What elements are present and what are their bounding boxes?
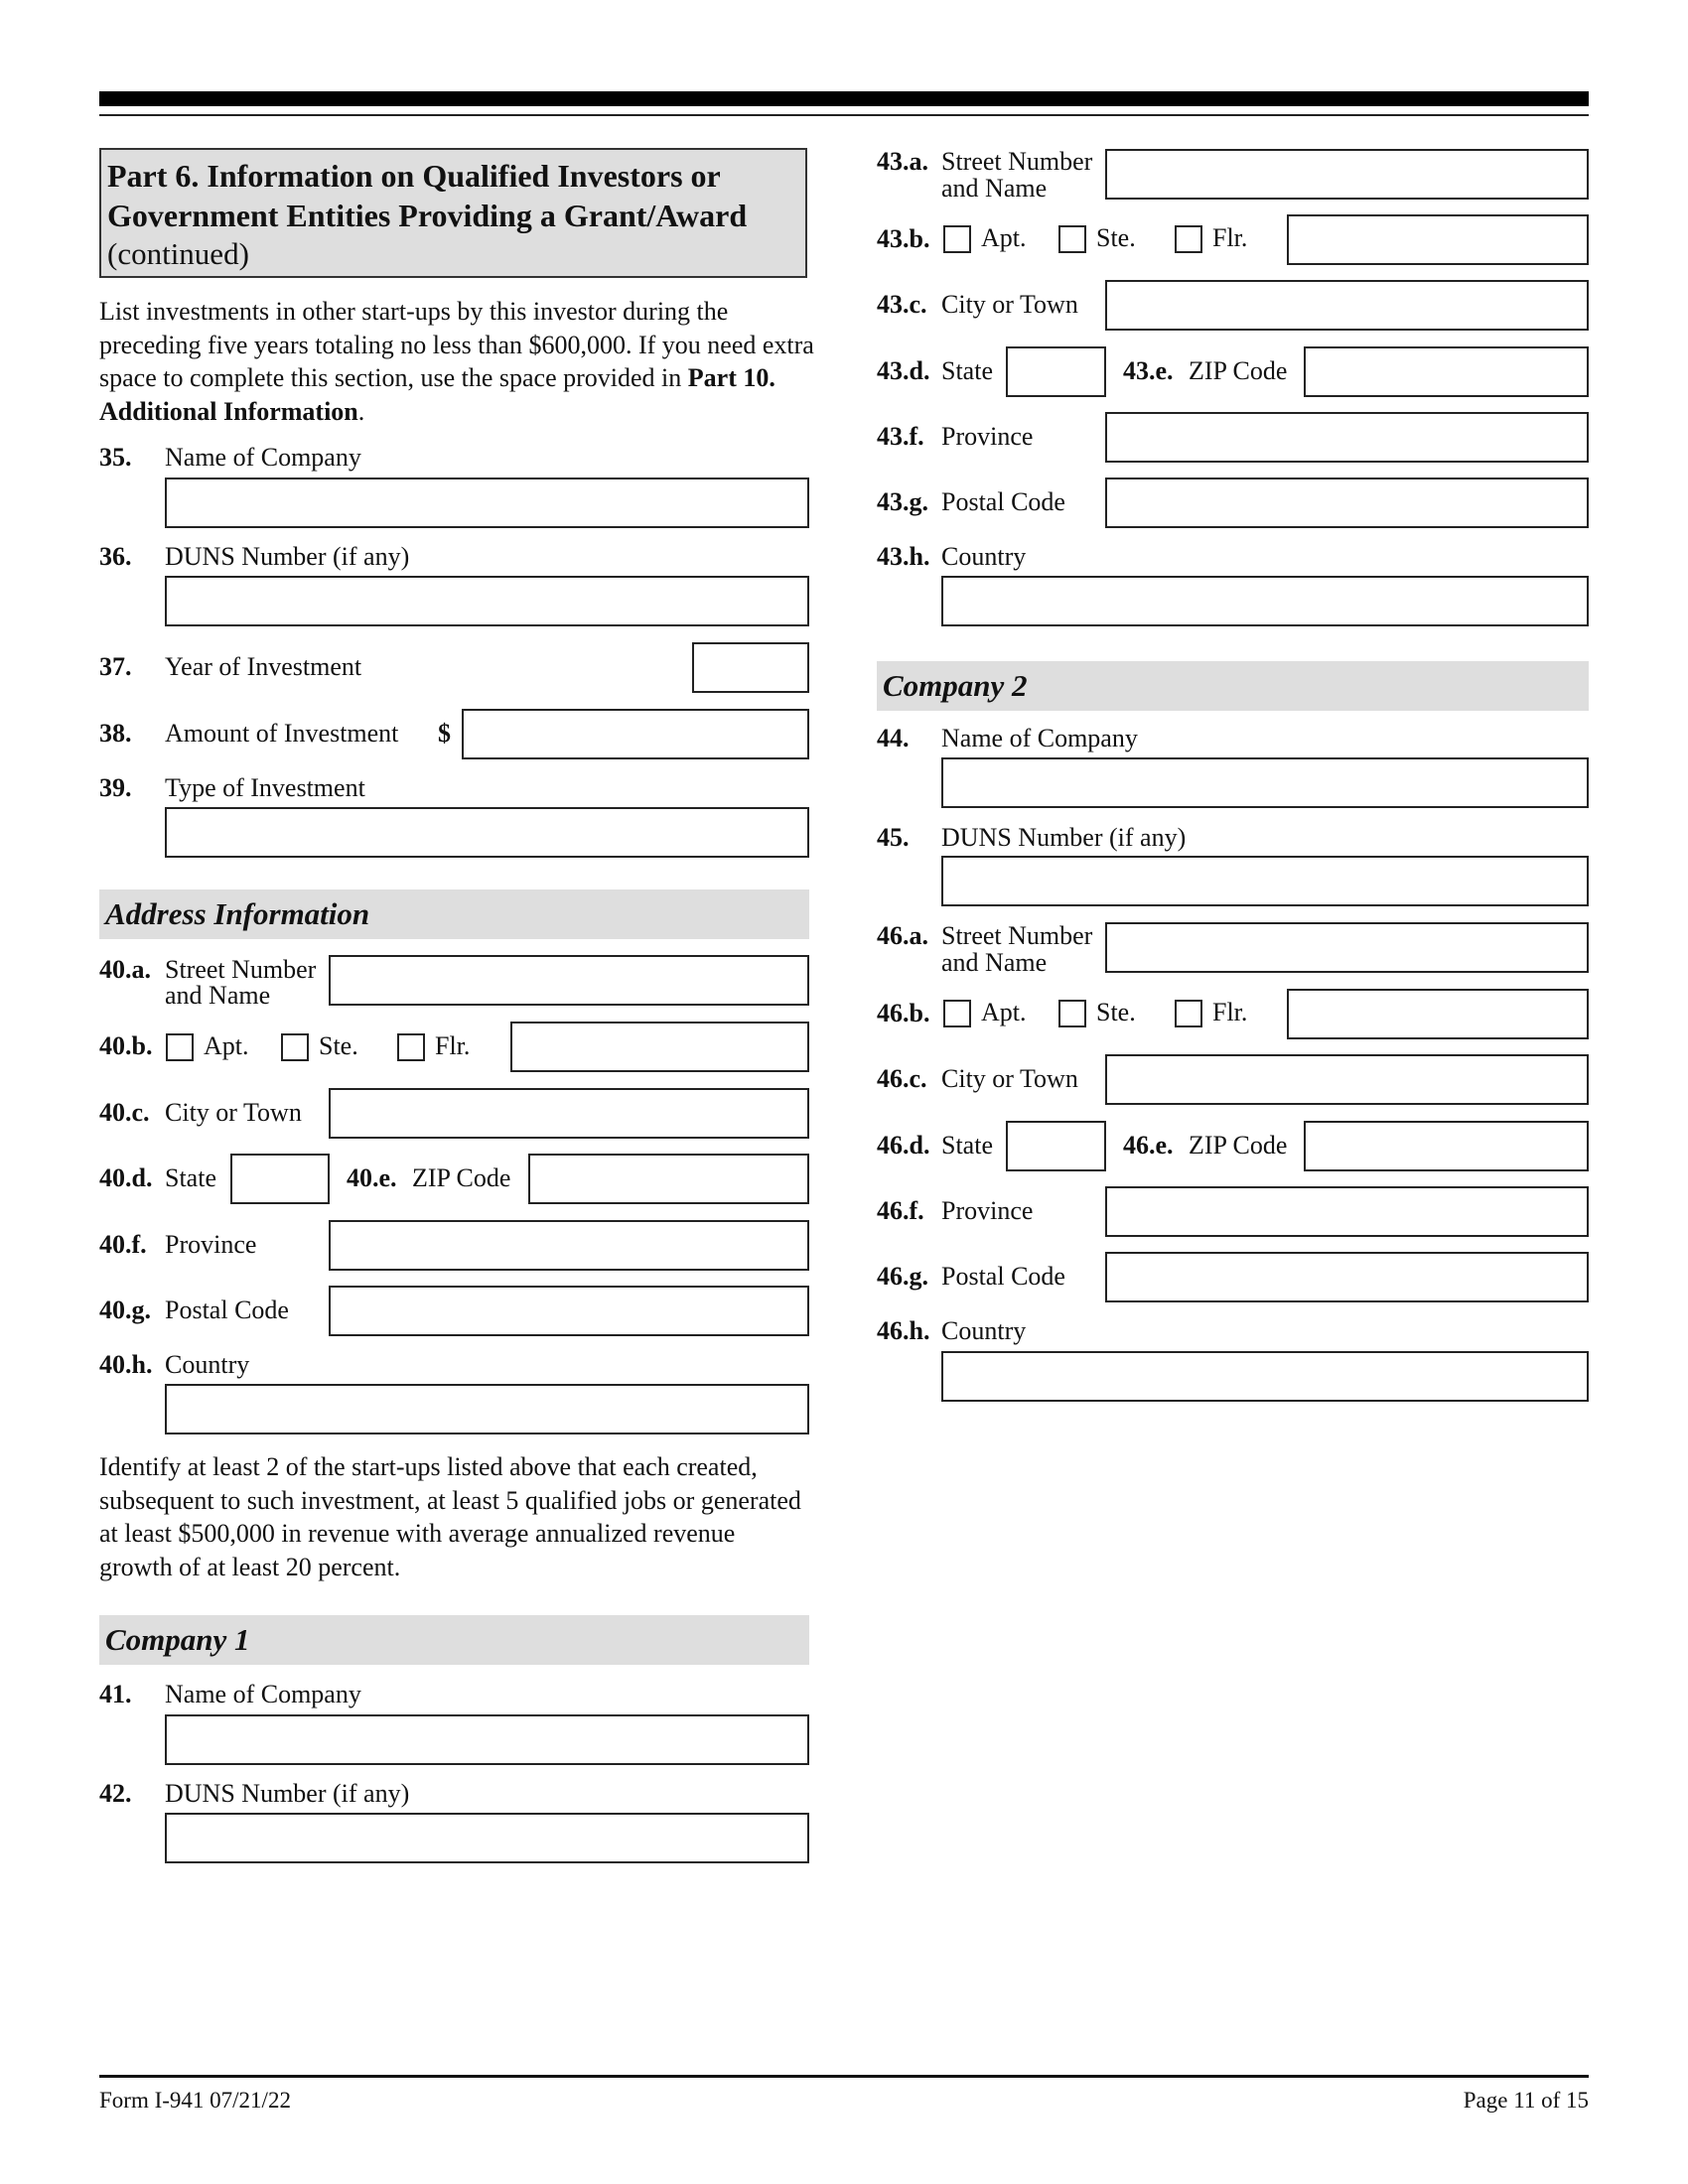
- street-number-input-46a[interactable]: [1105, 922, 1589, 973]
- ste-checkbox-43b[interactable]: [1058, 225, 1086, 253]
- field-46a-number: 46.a.: [877, 921, 928, 950]
- field-44-number: 44.: [877, 724, 910, 752]
- field-40b-number: 40.b.: [99, 1031, 153, 1060]
- part-title-line1: Part 6. Information on Qualified Investors or: [107, 158, 721, 194]
- intro-bold-ref: Part 10. Additional Information: [99, 363, 775, 426]
- flr-label-43b: Flr.: [1212, 223, 1248, 252]
- field-40g-number: 40.g.: [99, 1296, 151, 1324]
- intro-text: List investments in other start-ups by this investor during the preceding five years totaling no less than $600,000. If you need extra space to complete this section, use the space provided in: [99, 297, 814, 392]
- apt-label-40b: Apt.: [204, 1031, 249, 1060]
- field-40f-label: Province: [165, 1230, 257, 1259]
- field-43e-number: 43.e.: [1123, 356, 1174, 385]
- field-43h-number: 43.h.: [877, 542, 930, 571]
- field-46c-number: 46.c.: [877, 1064, 927, 1093]
- field-36-number: 36.: [99, 542, 132, 571]
- city-input-40c[interactable]: [329, 1088, 809, 1139]
- field-43d-label: State: [941, 356, 993, 385]
- apt-checkbox-40b[interactable]: [166, 1033, 194, 1061]
- duns-number-input-45[interactable]: [941, 856, 1589, 906]
- state-input-46d[interactable]: [1006, 1121, 1106, 1171]
- country-input-43h[interactable]: [941, 576, 1589, 626]
- field-41-label: Name of Company: [165, 1680, 361, 1708]
- field-40h-number: 40.h.: [99, 1350, 153, 1379]
- field-43a-label-line2: and Name: [941, 174, 1048, 203]
- identify-paragraph: Identify at least 2 of the start-ups listed above that each created, subsequent to such investment, at least 5 qualified jobs or generated at least $500,000 in revenue with average annualized revenue growth of at least 20 percent.: [99, 1452, 801, 1581]
- country-input-46h[interactable]: [941, 1351, 1589, 1402]
- field-38-label: Amount of Investment: [165, 719, 399, 748]
- field-40a-number: 40.a.: [99, 955, 151, 984]
- part-subtitle: (continued): [107, 236, 249, 271]
- address-information-header: [99, 889, 809, 939]
- form-identifier: Form I-941 07/21/22: [99, 2088, 291, 2113]
- field-40f-number: 40.f.: [99, 1230, 147, 1259]
- field-40a-label-line1: Street Number: [165, 955, 317, 984]
- city-input-43c[interactable]: [1105, 280, 1589, 331]
- postal-code-input-40g[interactable]: [329, 1286, 809, 1336]
- flr-label-46b: Flr.: [1212, 998, 1248, 1026]
- field-40c-label: City or Town: [165, 1098, 302, 1127]
- field-35-label: Name of Company: [165, 443, 361, 472]
- amount-of-investment-input[interactable]: [462, 709, 809, 759]
- field-46h-label: Country: [941, 1316, 1027, 1345]
- field-45-number: 45.: [877, 823, 910, 852]
- field-40d-label: State: [165, 1163, 216, 1192]
- company-2-title: Company 2: [883, 668, 1028, 703]
- field-37-number: 37.: [99, 652, 132, 681]
- field-40c-number: 40.c.: [99, 1098, 150, 1127]
- company-2-header: [877, 661, 1589, 711]
- type-of-investment-input[interactable]: [165, 807, 809, 858]
- field-42-number: 42.: [99, 1779, 132, 1808]
- province-input-46f[interactable]: [1105, 1186, 1589, 1237]
- field-39-label: Type of Investment: [165, 773, 365, 802]
- field-43c-number: 43.c.: [877, 290, 927, 319]
- footer-rule: [99, 2075, 1589, 2078]
- apt-checkbox-46b[interactable]: [943, 1000, 971, 1027]
- field-44-label: Name of Company: [941, 724, 1138, 752]
- country-input-40h[interactable]: [165, 1384, 809, 1434]
- field-43f-label: Province: [941, 422, 1034, 451]
- field-40e-number: 40.e.: [347, 1163, 397, 1192]
- field-35-number: 35.: [99, 443, 132, 472]
- field-46f-label: Province: [941, 1196, 1034, 1225]
- company-1-title: Company 1: [105, 1622, 250, 1657]
- field-41-number: 41.: [99, 1680, 132, 1708]
- year-of-investment-input[interactable]: [692, 642, 809, 693]
- province-input-40f[interactable]: [329, 1220, 809, 1271]
- flr-checkbox-40b[interactable]: [397, 1033, 425, 1061]
- zip-code-input-43e[interactable]: [1304, 346, 1589, 397]
- field-43b-number: 43.b.: [877, 224, 930, 253]
- intro-paragraph: [99, 295, 814, 428]
- duns-number-input-42[interactable]: [165, 1813, 809, 1863]
- field-43d-number: 43.d.: [877, 356, 930, 385]
- zip-code-input-46e[interactable]: [1304, 1121, 1589, 1171]
- apt-label-46b: Apt.: [981, 998, 1027, 1026]
- field-39-number: 39.: [99, 773, 132, 802]
- dollar-sign: $: [438, 719, 451, 748]
- field-46g-label: Postal Code: [941, 1262, 1065, 1291]
- field-43e-label: ZIP Code: [1189, 356, 1288, 385]
- field-46a-label-line1: Street Number: [941, 921, 1093, 950]
- field-36-label: DUNS Number (if any): [165, 542, 410, 571]
- header-thick-rule: [99, 91, 1589, 106]
- field-46e-number: 46.e.: [1123, 1131, 1174, 1160]
- unit-number-input-46b[interactable]: [1287, 989, 1589, 1039]
- ste-label-40b: Ste.: [319, 1031, 358, 1060]
- field-38-number: 38.: [99, 719, 132, 748]
- field-46c-label: City or Town: [941, 1064, 1078, 1093]
- field-43g-number: 43.g.: [877, 487, 928, 516]
- field-46b-number: 46.b.: [877, 999, 930, 1027]
- address-information-title: Address Information: [105, 896, 370, 931]
- header-thin-rule: [99, 114, 1589, 116]
- field-43c-label: City or Town: [941, 290, 1078, 319]
- unit-number-input-43b[interactable]: [1287, 214, 1589, 265]
- apt-label-43b: Apt.: [981, 223, 1027, 252]
- company-1-header: [99, 1615, 809, 1665]
- field-40d-number: 40.d.: [99, 1163, 153, 1192]
- page-number: Page 11 of 15: [1463, 2088, 1589, 2113]
- company-name-input-35[interactable]: [165, 478, 809, 528]
- field-43g-label: Postal Code: [941, 487, 1065, 516]
- flr-checkbox-43b[interactable]: [1175, 225, 1202, 253]
- flr-checkbox-46b[interactable]: [1175, 1000, 1202, 1027]
- ste-checkbox-40b[interactable]: [281, 1033, 309, 1061]
- duns-number-input-36[interactable]: [165, 576, 809, 626]
- field-37-label: Year of Investment: [165, 652, 362, 681]
- field-43a-number: 43.a.: [877, 147, 928, 176]
- street-number-input-40a[interactable]: [329, 955, 809, 1006]
- field-46h-number: 46.h.: [877, 1316, 930, 1345]
- field-40a-label-line2: and Name: [165, 981, 271, 1010]
- state-input-43d[interactable]: [1006, 346, 1106, 397]
- field-43h-label: Country: [941, 542, 1027, 571]
- field-40e-label: ZIP Code: [412, 1163, 511, 1192]
- unit-number-input-40b[interactable]: [510, 1022, 809, 1072]
- state-input-40d[interactable]: [230, 1154, 330, 1204]
- province-input-43f[interactable]: [1105, 412, 1589, 463]
- field-42-label: DUNS Number (if any): [165, 1779, 410, 1808]
- part-title-box: [99, 148, 807, 278]
- street-number-input-43a[interactable]: [1105, 149, 1589, 200]
- field-46d-number: 46.d.: [877, 1131, 930, 1160]
- field-43a-label-line1: Street Number: [941, 147, 1093, 176]
- field-46a-label-line2: and Name: [941, 948, 1048, 977]
- part-title-line2: Government Entities Providing a Grant/Award: [107, 198, 748, 233]
- field-46f-number: 46.f.: [877, 1196, 924, 1225]
- field-40h-label: Country: [165, 1350, 250, 1379]
- postal-code-input-43g[interactable]: [1105, 478, 1589, 528]
- field-40g-label: Postal Code: [165, 1296, 289, 1324]
- field-46e-label: ZIP Code: [1189, 1131, 1288, 1160]
- city-input-46c[interactable]: [1105, 1054, 1589, 1105]
- postal-code-input-46g[interactable]: [1105, 1252, 1589, 1302]
- field-43f-number: 43.f.: [877, 422, 924, 451]
- apt-checkbox-43b[interactable]: [943, 225, 971, 253]
- ste-label-43b: Ste.: [1096, 223, 1136, 252]
- ste-checkbox-46b[interactable]: [1058, 1000, 1086, 1027]
- field-46d-label: State: [941, 1131, 993, 1160]
- company-name-input-44[interactable]: [941, 757, 1589, 808]
- company-name-input-41[interactable]: [165, 1714, 809, 1765]
- intro-suffix: .: [357, 396, 365, 426]
- zip-code-input-40e[interactable]: [528, 1154, 809, 1204]
- flr-label-40b: Flr.: [435, 1031, 471, 1060]
- field-45-label: DUNS Number (if any): [941, 823, 1187, 852]
- ste-label-46b: Ste.: [1096, 998, 1136, 1026]
- field-46g-number: 46.g.: [877, 1262, 928, 1291]
